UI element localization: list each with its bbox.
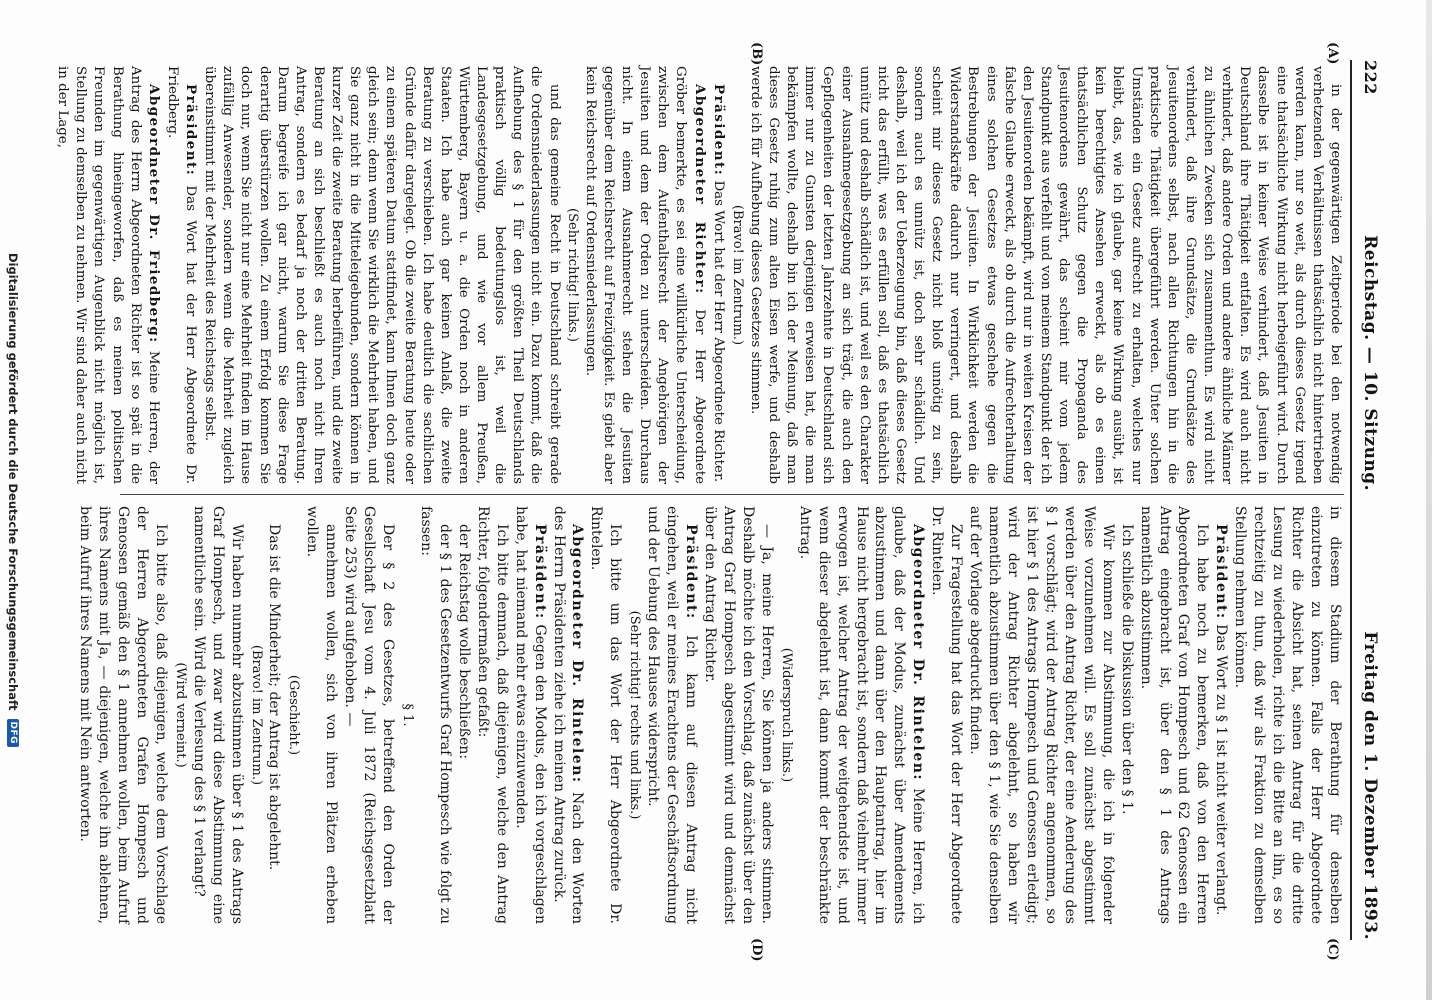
margin-marker-b: (B) — [749, 42, 764, 66]
interjection: (Sehr richtig! links.) — [564, 208, 580, 342]
speaker-name: Abgeordneter Dr. Rintelen: — [569, 524, 586, 784]
speaker-name: Präsident: — [683, 524, 700, 620]
interjection: § 1. — [400, 703, 416, 727]
speech-paragraph — [53, 66, 163, 484]
body-paragraph: Zur Fragestellung hat das Wort der Herr Abgeordnete Dr. Rintelen. — [929, 506, 965, 924]
interjection: (Bravo! im Zentrum.) — [729, 204, 745, 346]
page-number: 222 — [1361, 60, 1380, 95]
body-paragraph: annehmen wollen, sich von ihren Plätzen erheben wollen. — [304, 506, 340, 924]
speaker-name: Abgeordneter Richter: — [691, 84, 708, 295]
speech-paragraph — [643, 506, 700, 924]
margin-marker-d: (D) — [749, 938, 764, 962]
speech-paragraph — [549, 506, 587, 924]
speech-paragraph — [511, 506, 549, 924]
body-paragraph: Ich bitte demnach, daß diejenigen, welche den Antrag Richter, folgendermaßen gefaßt: — [474, 506, 510, 924]
session-date: Freitag den 1. Dezember 1893. — [1360, 631, 1380, 940]
body-paragraph: Der § 2 des Gesetzes, betreffend den Orden der Gesellschaft Jesu vom 4. Juli 1872 (Reichsgesetzblatt Seite 253) wird aufgehoben. — — [342, 506, 397, 924]
speaker-name: Abgeordneter Dr. Friedberg: — [145, 84, 162, 344]
interjection: (Geschieht.) — [286, 674, 302, 756]
interjection: (Wird verneint.) — [172, 662, 188, 768]
body-paragraph: Wir haben nunmehr abzustimmen über § 1 des Antrags Graf Hompesch, und zwar wird diese Abstimmung eine namentliche sein. Wird die Verlesung des § 1 verlangt? — [190, 506, 245, 924]
left-column — [40, 66, 1344, 484]
body-paragraph: Ich habe noch zu bemerken, daß von den Herren Abgeordneten Graf von Hompesch und 62 Genossen ein Antrag eingebracht ist, über den § 1 des Antrags namentlich abzustimmen. — [1137, 506, 1211, 924]
margin-marker-c: (C) — [1325, 938, 1340, 961]
speech-paragraph — [795, 506, 928, 924]
body-paragraph: der § 1 des Gesetzentwurfs Graf Hompesch wie folgt zu fassen: — [418, 506, 453, 924]
page-title: Reichstag. — 10. Sitzung. — [1360, 235, 1380, 492]
margin-marker-a: (A) — [1325, 42, 1340, 65]
speech-text: Ich kann auf diesen Antrag nicht eingehen, weil er meines Erachtens der Geschäftsordnung und der Uebung des Hauses widerspricht. — [645, 506, 700, 924]
body-paragraph: Ich bitte um das Wort der Herr Abgeordnete Dr. Rintelen. — [588, 506, 624, 924]
body-paragraph: und das gemeine Recht in Deutschland schreibt gerade die Ordensniederlassungen nicht ein. Dazu kommt, daß die Aufhebung des § 1 für den größten Theil Deutschlands praktisch völlig bedeutungslos ist, weil die Landesgesetzgebung, und wie vor allem Preußen, Württemberg, Bayern u. a. die Orden noch in anderen Staaten. Ich habe auch gar keinen Anlaß, die zweite Beratung zu verschieben. Ich habe deutlich die sachlichen Gründe dafür dargelegt. Ob die zweite Beratung heute oder zu einem späteren Datum stattfindet, kann Ihnen doch ganz gleich sein; denn wenn Sie wirklich die Mehrheit haben, und Sie ganz nicht in die Mitteleigebunden, sondern können in kurzer Zeit die zweite Beratung herbeiführen, und die zweite Beratung an sich beschließt es auch noch nicht Ihren Antrag, sondern es bedarf ja noch der dritten Beratung. Darum begreife ich gar nicht, warum Sie diese Frage derartig überstürzen wollen. Zu einem Erfolg kommen Sie doch nur, wenn Sie nicht nur eine Mehrheit finden im Hause zufällig Anwesender, sondern wenn die Mehrheit zugleich übereinstimmt mit der Mehrheit des Reichstags selbst. — [202, 66, 562, 484]
speech-text: Nach den Worten des Herrn Präsidenten ziehe ich meinen Antrag zurück. — [550, 506, 586, 924]
page-footer — [2, 0, 24, 1000]
speech-paragraph — [163, 66, 200, 484]
dfg-logo: DFG — [7, 719, 19, 748]
body-paragraph: Ich schließe die Diskussion über den § 1. — [1118, 524, 1135, 815]
speech-paragraph — [1211, 506, 1230, 924]
scan-edge — [1426, 0, 1432, 1000]
speech-text: Das Wort hat der Herr Abgeordnete Richter. — [710, 176, 726, 483]
interjection: (Sehr richtig! rechts und links.) — [627, 610, 643, 820]
interjection: (Bravo! im Zentrum.) — [248, 644, 264, 786]
body-paragraph: der Reichstag wolle beschließen: — [455, 524, 472, 760]
interjection: (Widerspruch links.) — [778, 647, 794, 783]
footer-credit: Digitalisierung gefördert durch die Deutsche Forschungsgemeinschaft — [6, 252, 20, 711]
speech-text: Meine Herren, ich glaube, daß der Modus, zunächst über Amendements abzustimmen und dann über den Hauptantrag, hier im Hause nicht hergebracht ist, sondern daß vielmehr immer erwogen ist, welcher Antrag der weitgehendste ist, und wenn dieser abgelehnt ist, dann kommt der beschränkte Antrag. — [796, 506, 927, 925]
speech-text: Der Herr Abgeordnete Gröber bemerkte, es sei eine willkürliche Unterscheidung, zwischen dem Aufenthaltsrecht der Angehörigen der Jesuiten und dem der Orden zu unterscheiden. Durchaus nicht. In einem Ausnahmerecht stehen die Jesuiten gegenüber dem Reichsrecht auf Freizügigkeit. Es giebt aber kein Reichsrecht auf Ordensniederlassungen. — [582, 66, 707, 484]
speaker-name: Abgeordneter Dr. Rintelen: — [910, 524, 927, 782]
speaker-name: Präsident: — [183, 84, 200, 177]
speech-paragraph — [581, 66, 709, 484]
right-column — [40, 506, 1344, 924]
speaker-name: Präsident: — [710, 84, 727, 177]
body-paragraph: Wir kommen zur Abstimmung, die ich in folgender Weise vorzunehmen will. Es soll zunächst abgestimmt werden über den Antrag Richter, der eine Aenderung des § 1 vorschlägt; wird der Antrag Richter angenommen, so ist hier § 1 des Antrags Hompesch und Genossen erledigt; wird der Antrag Richter abgelehnt, so haben wir namentlich abzustimmen über den § 1, wie Sie denselben auf der Vorlage abgedruckt finden. — [967, 506, 1116, 924]
body-paragraph: in der gegenwärtigen Zeitperiode bei den notwendig verhetzenden Verhältnissen thatsächlich nicht hintertrieben werden kann, nur so weit, als durch dieses Gesetz irgend eine thatsächliche Wirkung nicht herbeigeführt wird. Durch dasselbe ist in keiner Weise verhindert, daß Jesuiten in Deutschland ihre Thätigkeit entfalten. Es wird auch nicht verhindert, daß andere Orden und andere ähnliche Männer zu ähnlichen Zwecken sich zusammenthun. Es wird nicht verhindert, daß ihre Grundsätze, die Grundsätze des Jesuitenordens selbst, nach allen Richtungen hin in die praktische Thätigkeit übergeführt werden. Unter solchen Umständen ein Gesetz aufrecht zu erhalten, welches nur bleibt, das, wie ich glaube, gar keine Wirkung ausübt, ist kein berechtigtes Ansehen erweckt, als ob es einen thatsächlichen Schutz gegen die Propaganda des Jesuitenordens gewährt, das scheint mir vom jedem Standpunkt aus verfehlt und von meinem Standpunkt der ich den Jesuitenorden bekämpft, wird nur in weiten Kreisen der falsche Glaube erweckt, als ob durch die Aufrechterhaltung eines solchen Gesetzes etwas geschehe gegen die Bestrebungen der Jesuiten. In Wirklichkeit werden die Widerstandskräfte dadurch nur verringert, und deshalb scheint mir dieses Gesetz nicht bloß unnötig zu sein, sondern auch es unnütz ist, doch sehr schädlich. Und deshalb, weil ich der Ueberzeugung bin, daß dieses Gesetz nicht das erfüllt, was es erfüllen soll, daß es thatsächlich unnütz und deshalb schädlich ist, und weil es den Charakter einer Ausnahmegesetzgebung an sich trägt, die auch den Gepflogenheiten der letzten Jahrzehnte in Deutschland sich immer nur zu Gunsten derjenigen erweisen hat, die man bekämpfen wollte, deshalb bin ich der Meinung, daß man dieses Gesetz ruhig zum alten Eisen werfe, und deshalb werde ich für Aufhebung dieses Gesetzes stimmen. — [748, 66, 1343, 484]
body-paragraph: — Ja, meine Herren, Sie können ja anders stimmen. Deshalb möchte ich den Vorschlag, daß zunächst über den Antrag Graf Hompesch abgestimmt wird und demnächst über den Antrag Richter. — [702, 506, 775, 924]
body-paragraph: Das ist die Minderheit; der Antrag ist abgelehnt. — [266, 524, 283, 871]
speech-text: Das Wort zu § 1 ist nicht weiter verlangt. — [1213, 619, 1230, 916]
speaker-name: Präsident: — [1213, 524, 1230, 620]
column-divider — [120, 494, 1344, 495]
speech-paragraph — [709, 66, 728, 484]
speech-text: Gegen den Modus, den ich vorgeschlagen habe, hat niemand mehr etwas einzuwenden. — [512, 506, 548, 924]
body-paragraph: in diesem Stadium der Berathung für denselben einzutreten zu können. Falls der Herr Abgeordnete Richter die Absicht hat, seinen Antrag für die dritte Lesung zu wiederholen, richte ich die Bitte an ihn, es so rechtzeitig zu thun, daß wir als Fraktion zu demselben Stellung nehmen können. — [1232, 506, 1343, 924]
speech-text: Das Wort hat der Herr Abgeordnete Dr. Friedberg. — [165, 66, 199, 484]
body-paragraph: Ich bitte also, daß diejenigen, welche dem Vorschlage der Herren Abgeordneten Grafen Hompesch und Genossen gemäß den § 1 annehmen wollen, beim Aufruf ihres Namens mit Ja, — diejenigen, welche ihn ablehnen, beim Aufruf ihres Namens mit Nein antworten. — [77, 506, 169, 924]
speech-text: Meine Herren, der Antrag des Herrn Abgeordneten Richter ist so spät in die Berathung hineingeworfen, daß es meinen politischen Freunden im gegenwärtigen Augenblick nicht möglich ist, Stellung zu demselben zu nehmen. Wir sind daher auch nicht in der Lage, — [55, 66, 161, 485]
header-rule — [1350, 60, 1352, 940]
speaker-name: Präsident: — [531, 524, 548, 620]
page-header — [1356, 60, 1380, 940]
